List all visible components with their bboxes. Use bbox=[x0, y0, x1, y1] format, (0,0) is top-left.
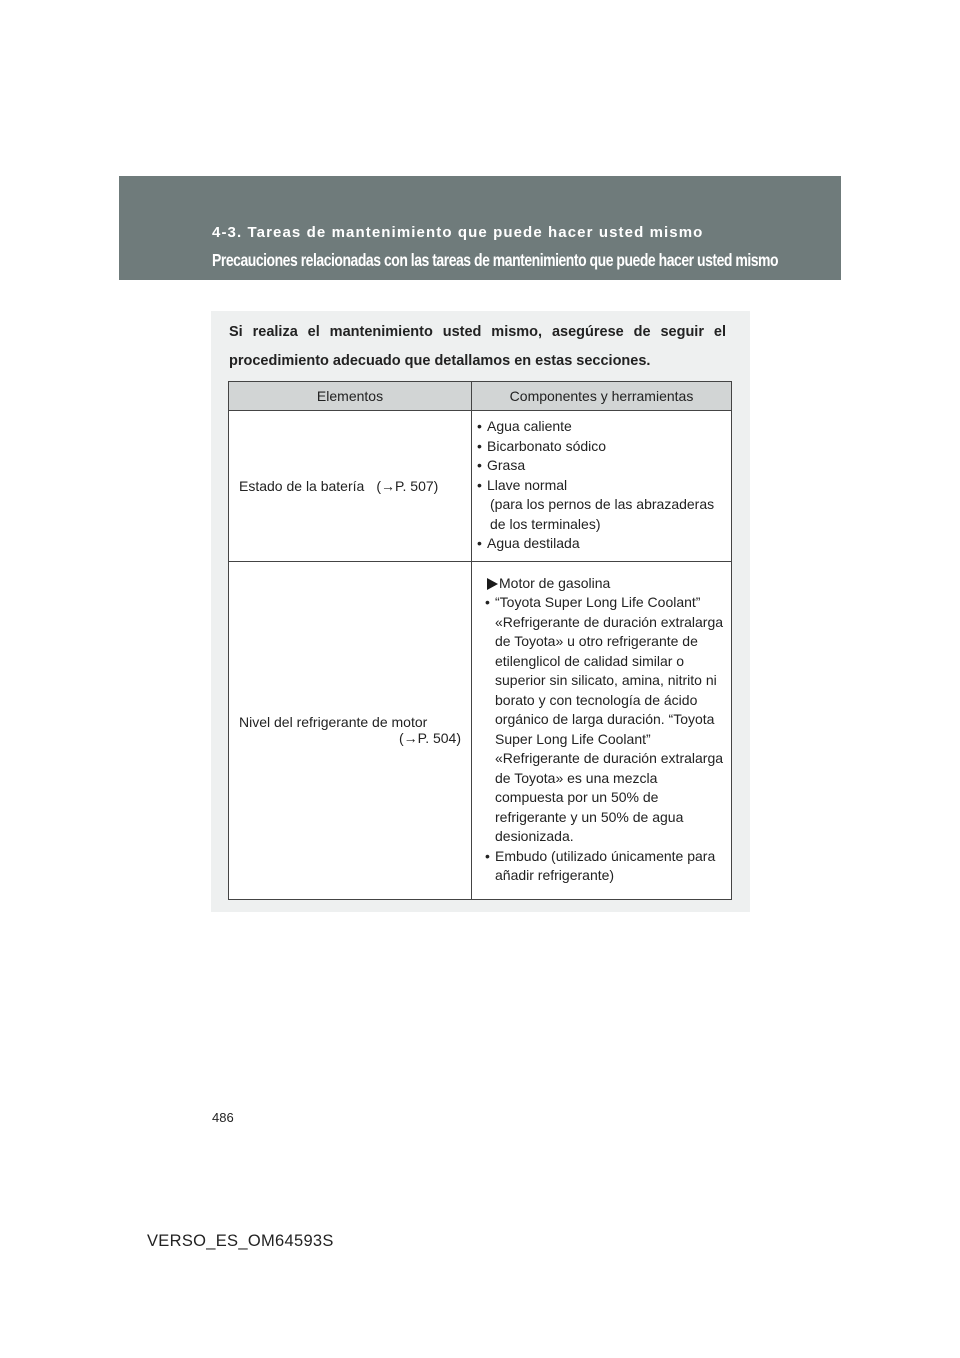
column-header-items: Elementos bbox=[229, 382, 472, 411]
page-reference: (→P. 507) bbox=[376, 477, 439, 494]
item-label: Estado de la batería bbox=[239, 477, 365, 494]
table-cell-components bbox=[472, 561, 732, 899]
page-number: 486 bbox=[212, 1110, 234, 1125]
table-row bbox=[229, 561, 732, 899]
list-item: • Agua caliente bbox=[477, 417, 727, 437]
page-reference: (→P. 504) bbox=[399, 730, 461, 746]
table-cell-components bbox=[472, 411, 732, 562]
engine-section bbox=[477, 574, 727, 886]
column-header-components: Componentes y herramientas bbox=[472, 382, 732, 411]
engine-heading: Motor de gasolina bbox=[477, 574, 727, 594]
table-cell-item bbox=[229, 411, 472, 562]
document-code: VERSO_ES_OM64593S bbox=[147, 1232, 334, 1250]
list-item: • Grasa bbox=[477, 456, 727, 476]
list-item: • Agua destilada bbox=[477, 534, 727, 554]
components-list bbox=[477, 417, 727, 554]
table-header-row bbox=[229, 382, 732, 411]
triangle-bullet-icon bbox=[487, 578, 498, 590]
table-cell-item bbox=[229, 561, 472, 899]
maintenance-items-table bbox=[228, 381, 732, 900]
list-item: • Llave normal bbox=[477, 476, 727, 496]
components-list bbox=[477, 593, 727, 886]
list-item: • Bicarbonato sódico bbox=[477, 437, 727, 457]
list-item-note: (para los pernos de las abrazaderas de los terminales) bbox=[490, 496, 715, 532]
list-item: • Embudo (utilizado únicamente para añadir refrigerante) bbox=[485, 847, 727, 886]
item-label: Nivel del refrigerante de motor bbox=[239, 714, 428, 730]
intro-paragraph: Si realiza el mantenimiento usted mismo, asegúrese de seguir el procedimiento adecuado que detallamos en estas secciones. bbox=[229, 324, 726, 369]
list-item: • “Toyota Super Long Life Coolant” «Refrigerante de duración extralarga de Toyota» u otro refrigerante de etilenglicol de calidad similar o superior sin silicato, amina, nitrito ni borato y con tecnología de ácido orgánico de larga duración. “Toyota Super Long Life Coolant” «Refrigerante de duración extralarga de Toyota» es una mezcla compuesta por un 50% de refrigerante y un 50% de agua desionizada. bbox=[485, 593, 727, 847]
table-row bbox=[229, 411, 732, 562]
page-title: Precauciones relacionadas con las tareas de mantenimiento que puede hacer usted mismo bbox=[212, 250, 779, 270]
section-title: 4-3. Tareas de mantenimiento que puede hacer usted mismo bbox=[212, 224, 704, 241]
